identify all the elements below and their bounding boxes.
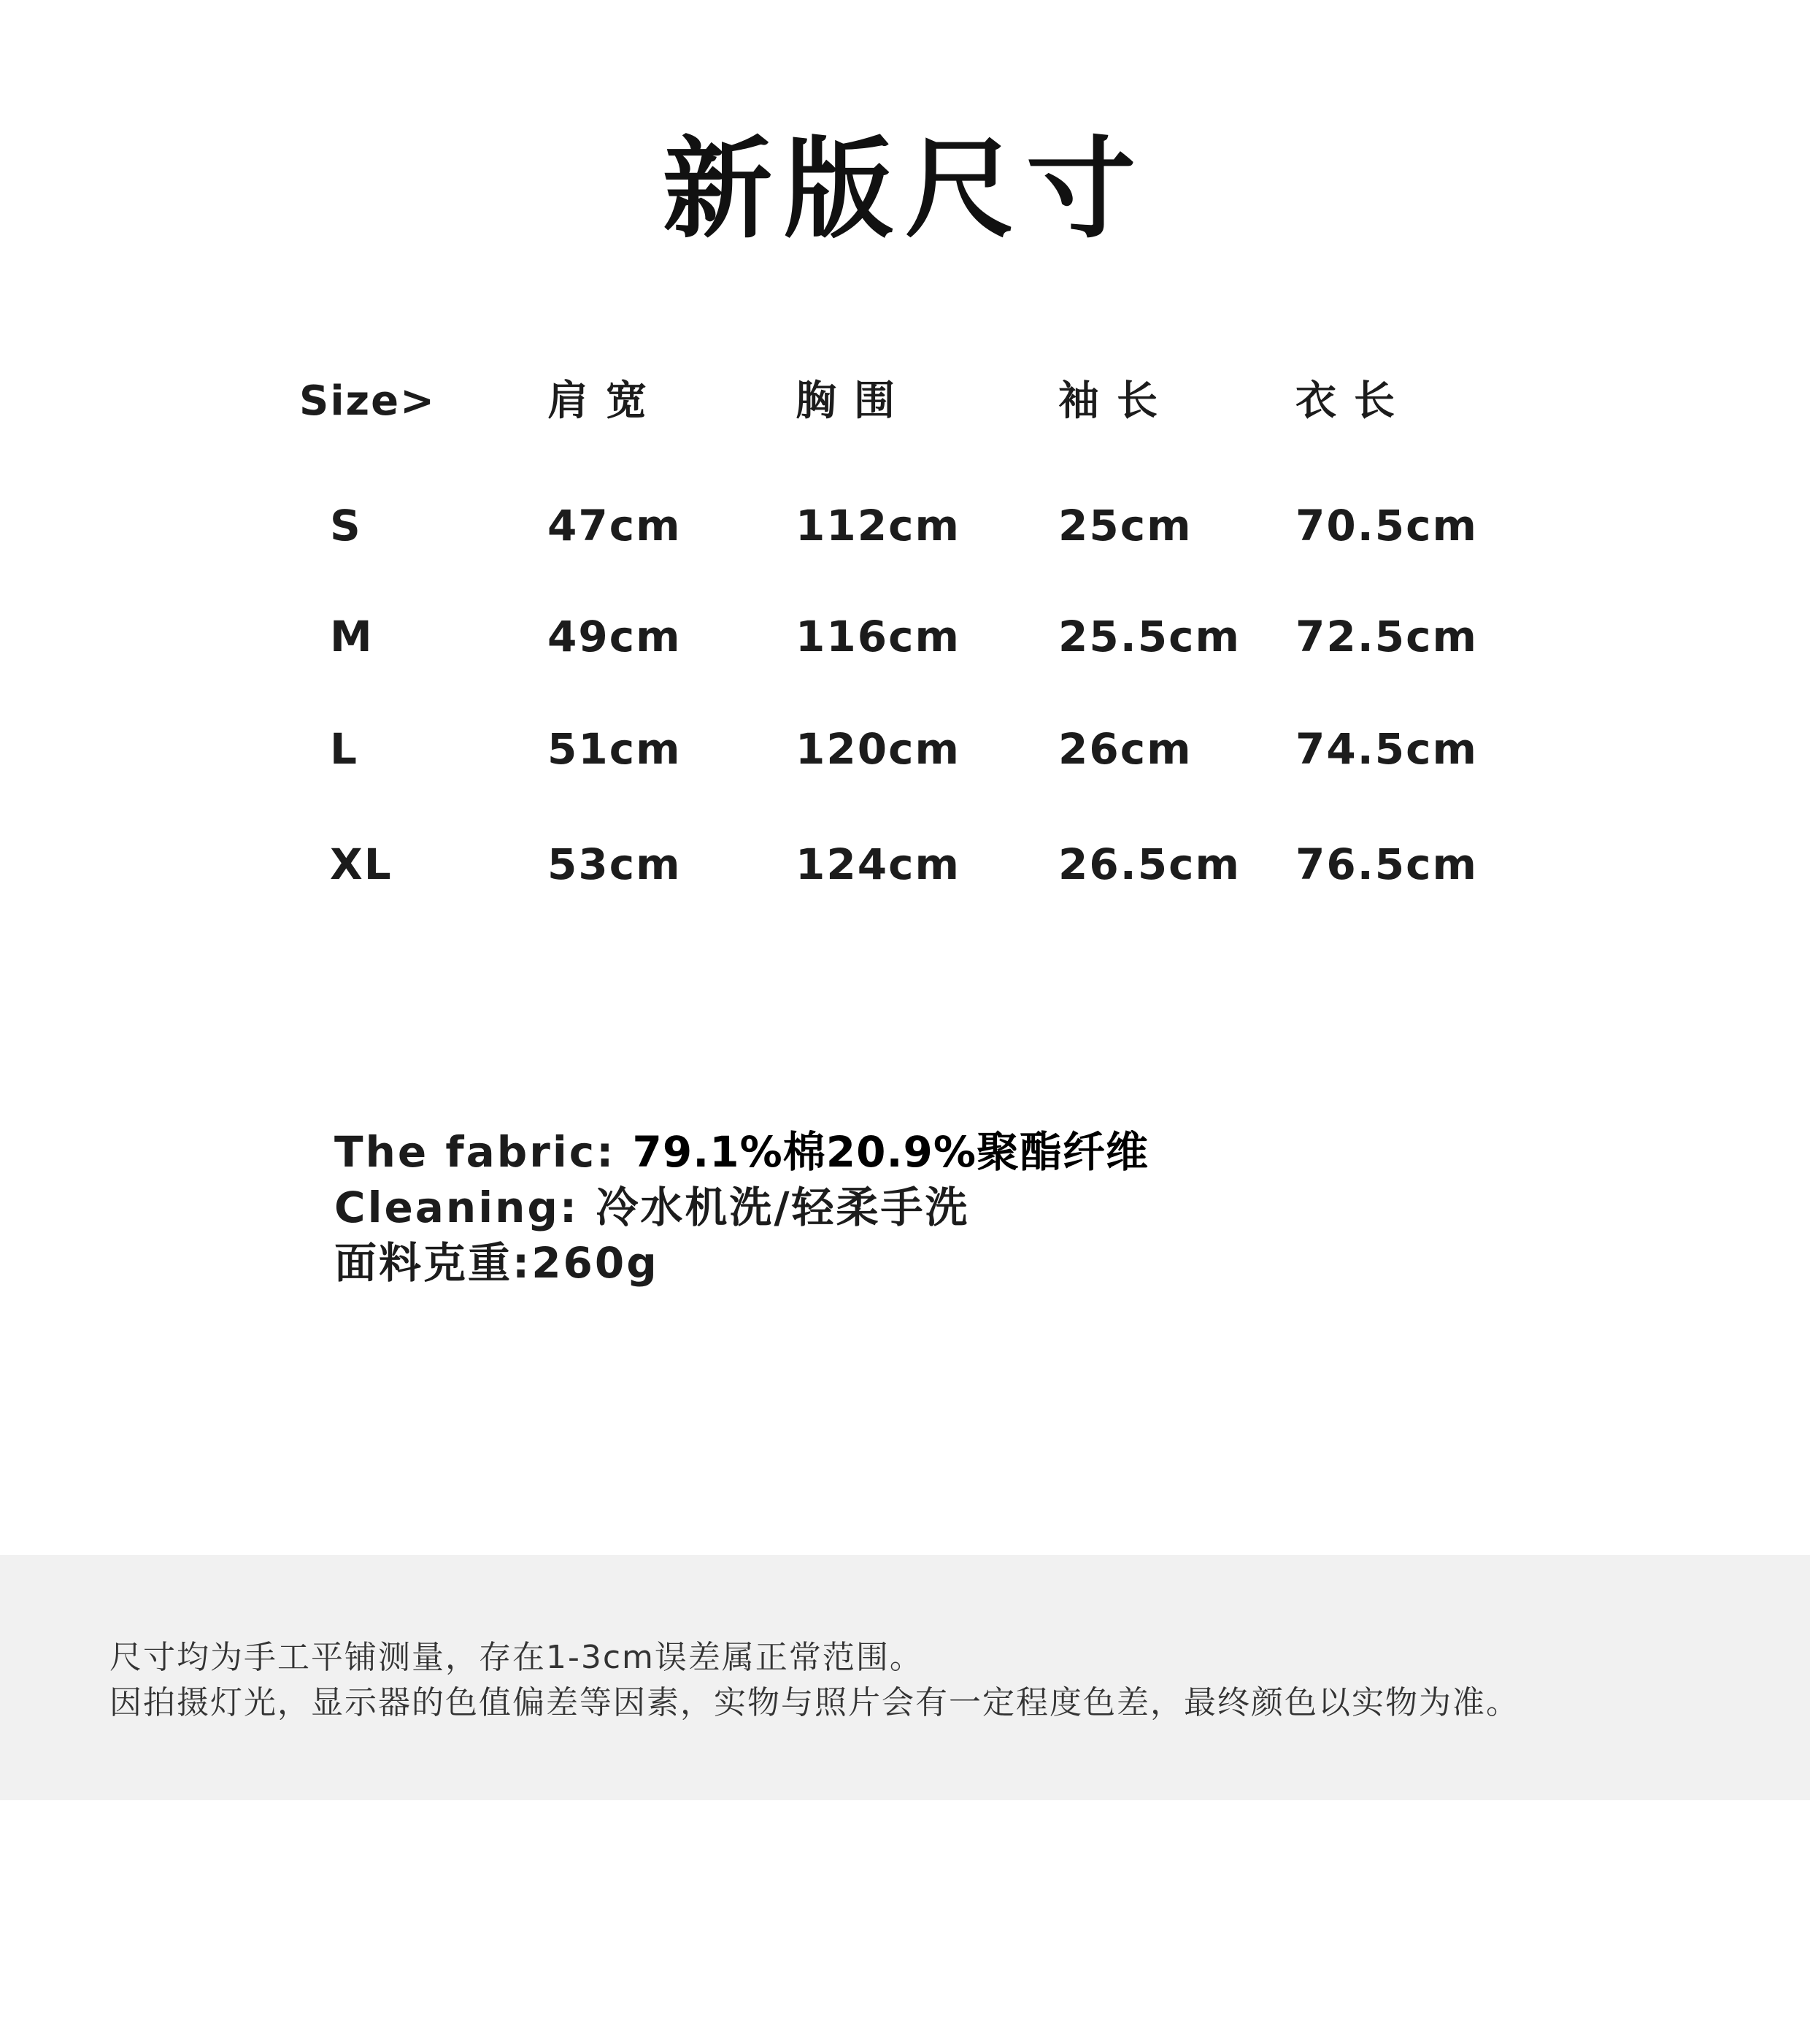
weight-label: 面料克重: [334,1238,532,1288]
weight-value: 260g [531,1238,659,1288]
length-cell: 72.5cm [1295,612,1478,661]
table-row [299,705,1540,793]
shoulder-cell: 53cm [547,840,682,889]
disclaimer-color: 因拍摄灯光，显示器的色值偏差等因素，实物与照片会有一定程度色差，最终颜色以实物为准。 [109,1684,1520,1721]
length-cell: 76.5cm [1295,840,1478,889]
chest-cell: 116cm [796,612,960,661]
fabric-value: 79.1%棉20.9%聚酯纤维 [632,1127,1149,1177]
header-size: Size> [299,377,436,425]
shoulder-cell: 51cm [547,724,682,774]
size-cell: XL [330,840,393,889]
table-row [299,821,1540,908]
page-title: 新版尺寸 [662,126,1147,253]
fabric-label: The fabric: [334,1127,616,1177]
shoulder-cell: 49cm [547,612,682,661]
size-cell: L [330,724,358,774]
chest-cell: 112cm [796,501,960,550]
header-body-length: 衣长 [1295,377,1412,425]
sleeve-cell: 26cm [1058,724,1193,774]
header-shoulder-width: 肩宽 [547,377,664,425]
disclaimer-text [109,1635,1744,1726]
chest-cell: 120cm [796,724,960,774]
sleeve-cell: 25cm [1058,501,1193,550]
size-cell: S [330,501,362,550]
cleaning-line [334,1180,1648,1235]
disclaimer-measurement: 尺寸均为手工平铺测量，存在1-3cm误差属正常范围。 [109,1639,923,1676]
length-cell: 70.5cm [1295,501,1478,550]
shoulder-cell: 47cm [547,501,682,550]
table-row [299,482,1540,569]
header-sleeve-length: 袖长 [1058,377,1175,425]
header-chest: 胸围 [796,377,912,425]
cleaning-label: Cleaning: [334,1183,579,1232]
sleeve-cell: 25.5cm [1058,612,1241,661]
disclaimer-banner [0,1555,1810,1800]
weight-line [334,1235,1648,1291]
length-cell: 74.5cm [1295,724,1478,774]
size-cell: M [330,612,374,661]
cleaning-value: 冷水机洗/轻柔手洗 [596,1183,970,1232]
sleeve-cell: 26.5cm [1058,840,1241,889]
chest-cell: 124cm [796,840,960,889]
fabric-info [334,1124,1648,1291]
table-header-row [299,358,1540,445]
table-row [299,593,1540,680]
fabric-line [334,1124,1648,1180]
